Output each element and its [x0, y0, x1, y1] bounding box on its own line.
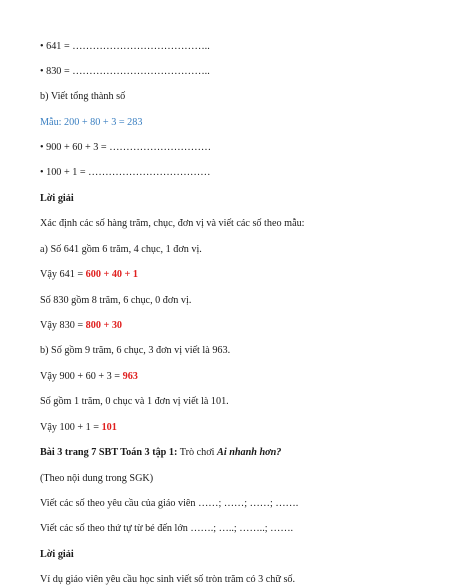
exercise-line-830: • 830 = …………………………………..: [40, 66, 210, 77]
part-b-heading: b) Viết tổng thành số: [40, 91, 126, 102]
exercise-3-task-2: Viết các số theo thứ tự từ bé đến lớn …….; …..; ……..; …….: [40, 523, 294, 534]
solution-830-desc: Số 830 gồm 8 trăm, 6 chục, 0 đơn vị.: [40, 295, 192, 306]
answer-prefix: Vậy 900 + 60 + 3 =: [40, 371, 123, 382]
solution-101-desc: Số gồm 1 trăm, 0 chục và 1 đơn vị viết là 101.: [40, 396, 229, 407]
solution-heading: Lời giải: [40, 193, 74, 204]
solution-101-answer-line: [40, 422, 117, 434]
exercise-3-title: [40, 447, 281, 459]
exercise-3-task-1: Viết các số theo yêu cầu của giáo viên ……; ……; ……; …….: [40, 498, 299, 509]
answer-prefix: Vậy 830 =: [40, 320, 86, 331]
exercise-3-solution-text: Ví dụ giáo viên yêu cầu học sinh viết số tròn trăm có 3 chữ số.: [40, 574, 296, 585]
answer-prefix: Vậy 100 + 1 =: [40, 422, 102, 433]
solution-heading-2: Lời giải: [40, 549, 74, 560]
solution-963-answer-line: [40, 371, 138, 383]
answer-value: 600 + 40 + 1: [85, 269, 139, 280]
exercise-line-641: • 641 = …………………………………..: [40, 41, 210, 52]
answer-value: 963: [122, 371, 138, 382]
example-line: Mẫu: 200 + 80 + 3 = 283: [40, 117, 143, 128]
exercise-3-label: Bài 3 trang 7 SBT Toán 3 tập 1:: [40, 447, 178, 458]
solution-641-desc: a) Số 641 gồm 6 trăm, 4 chục, 1 đơn vị.: [40, 244, 202, 255]
exercise-3-mid: Trò chơi: [177, 447, 218, 458]
answer-prefix: Vậy 641 =: [40, 269, 86, 280]
solution-641-answer-line: [40, 269, 138, 281]
game-name: Ai nhanh hơn?: [217, 447, 282, 458]
exercise-line-101: • 100 + 1 = ………………………………: [40, 167, 211, 178]
answer-value: 800 + 30: [85, 320, 123, 331]
solution-intro: Xác định các số hàng trăm, chục, đơn vị và viết các số theo mẫu:: [40, 218, 305, 229]
exercise-3-note: (Theo nội dung trong SGK): [40, 473, 154, 484]
solution-830-answer-line: [40, 320, 122, 332]
exercise-line-963: • 900 + 60 + 3 = …………………………: [40, 142, 212, 153]
answer-value: 101: [101, 422, 117, 433]
solution-963-desc: b) Số gồm 9 trăm, 6 chục, 3 đơn vị viết là 963.: [40, 345, 231, 356]
